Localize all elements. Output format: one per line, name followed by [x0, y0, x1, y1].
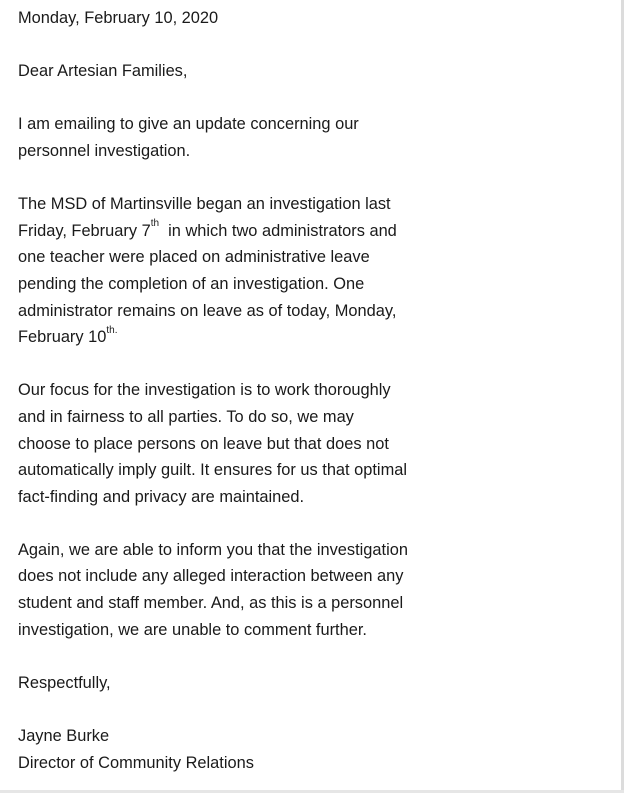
paragraph-line: student and staff member. And, as this is a personnel	[18, 594, 404, 613]
signer-name: Jayne Burke	[18, 727, 110, 746]
salutation: Dear Artesian Families,	[18, 62, 188, 81]
ordinal-suffix: th	[106, 324, 115, 336]
paragraph-line	[18, 218, 614, 245]
text-segment: in which two administrators and	[159, 221, 397, 240]
spacer	[18, 643, 614, 670]
signature-block	[18, 723, 614, 776]
text-segment: February 10	[18, 328, 107, 347]
paragraph-line: pending the completion of an investigation. One	[18, 274, 365, 293]
paragraph-line: does not include any alleged interaction between any	[18, 567, 404, 586]
paragraph-line: fact-finding and privacy are maintained.	[18, 487, 305, 506]
paragraph-investigation	[18, 191, 614, 351]
paragraph-focus	[18, 377, 614, 510]
paragraph-line: one teacher were placed on administrative leave	[18, 248, 370, 267]
text-segment: .	[114, 324, 118, 336]
paragraph-update	[18, 111, 614, 164]
spacer	[18, 165, 614, 192]
letter-date: Monday, February 10, 2020	[18, 9, 219, 27]
paragraph-line: investigation, we are unable to comment further.	[18, 620, 367, 639]
signer-title: Director of Community Relations	[18, 753, 254, 772]
paragraph-line	[18, 324, 614, 351]
paragraph-line: administrator remains on leave as of today, Monday,	[18, 301, 397, 320]
spacer	[18, 696, 614, 723]
spacer	[18, 351, 614, 378]
paragraph-line: Our focus for the investigation is to work thoroughly	[18, 381, 391, 400]
text-segment: Friday, February 7	[18, 221, 151, 240]
paragraph-line: I am emailing to give an update concerning our	[18, 115, 359, 134]
closing: Respectfully,	[18, 673, 111, 692]
ordinal-suffix: th	[150, 218, 160, 230]
paragraph-line: choose to place persons on leave but that does not	[18, 434, 389, 453]
paragraph-line: The MSD of Martinsville began an investigation last	[18, 195, 391, 214]
paragraph-line: automatically imply guilt. It ensures for us that optimal	[18, 461, 407, 480]
letter-body	[18, 5, 614, 776]
spacer	[18, 32, 614, 59]
spacer	[18, 85, 614, 112]
paragraph-line: personnel investigation.	[18, 141, 191, 160]
paragraph-line: Again, we are able to inform you that the investigation	[18, 540, 408, 559]
paragraph-scope	[18, 537, 614, 643]
paragraph-line: and in fairness to all parties. To do so, we may	[18, 407, 354, 426]
spacer	[18, 510, 614, 537]
